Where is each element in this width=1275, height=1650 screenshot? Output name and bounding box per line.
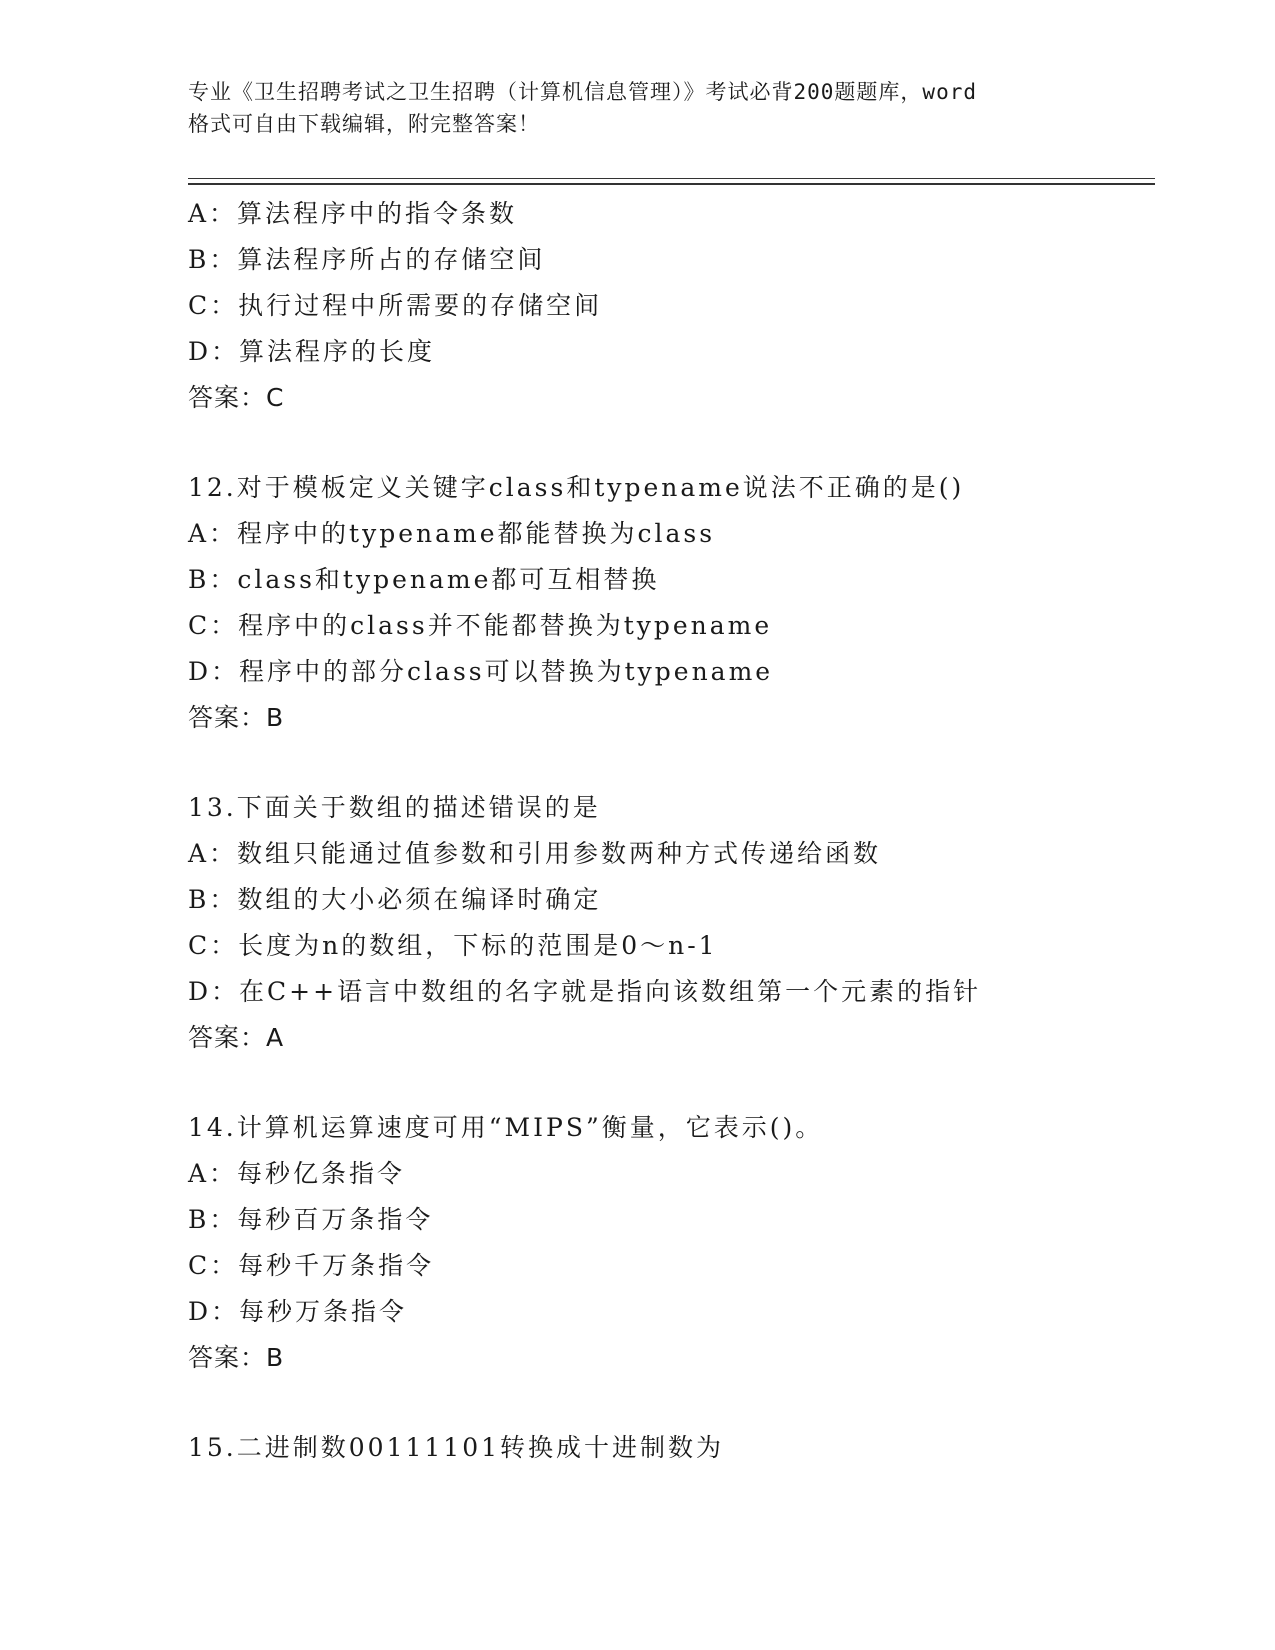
header-line-1: 专业《卫生招聘考试之卫生招聘（计算机信息管理）》考试必背200题题库，word: [188, 80, 977, 104]
option-a: A：程序中的typename都能替换为class: [188, 519, 716, 548]
question-block: [188, 785, 1168, 1061]
answer-text: 答案：A: [188, 1023, 285, 1052]
option-c: C：长度为n的数组，下标的范围是0～n-1: [188, 931, 718, 960]
question-spacer: [188, 1381, 1168, 1425]
answer-text: 答案：B: [188, 703, 285, 732]
header-divider-thin: [188, 178, 1155, 179]
header-line-2: 格式可自由下载编辑，附完整答案！: [188, 112, 540, 136]
answer-text: 答案：C: [188, 383, 285, 412]
option-a: A：每秒亿条指令: [188, 1159, 406, 1188]
question-block: [188, 191, 1168, 421]
question-spacer: [188, 1061, 1168, 1105]
question-text: 13.下面关于数组的描述错误的是: [188, 793, 601, 822]
option-d: D：每秒万条指令: [188, 1297, 408, 1326]
option-c: C：程序中的class并不能都替换为typename: [188, 611, 773, 640]
option-b: B：算法程序所占的存储空间: [188, 245, 546, 274]
question-spacer: [188, 421, 1168, 465]
question-block: [188, 1105, 1168, 1381]
option-c: C：每秒千万条指令: [188, 1251, 435, 1280]
option-d: D：在C++语言中数组的名字就是指向该数组第一个元素的指针: [188, 977, 982, 1006]
question-block: [188, 1425, 1168, 1471]
option-a: A：算法程序中的指令条数: [188, 199, 518, 228]
question-text: 14.计算机运算速度可用“MIPS”衡量，它表示()。: [188, 1113, 824, 1142]
answer-text: 答案：B: [188, 1343, 285, 1372]
option-d: D：算法程序的长度: [188, 337, 436, 366]
option-c: C：执行过程中所需要的存储空间: [188, 291, 603, 320]
question-text: 15.二进制数00111101转换成十进制数为: [188, 1433, 725, 1462]
option-a: A：数组只能通过值参数和引用参数两种方式传递给函数: [188, 839, 882, 868]
header-divider-thick: [188, 183, 1155, 185]
question-spacer: [188, 741, 1168, 785]
option-b: B：数组的大小必须在编译时确定: [188, 885, 602, 914]
document-header: [188, 76, 1088, 140]
question-text: 12.对于模板定义关键字class和typename说法不正确的是(): [188, 473, 965, 502]
question-block: [188, 465, 1168, 741]
option-b: B：class和typename都可互相替换: [188, 565, 660, 594]
option-b: B：每秒百万条指令: [188, 1205, 434, 1234]
question-list: [188, 191, 1168, 1471]
option-d: D：程序中的部分class可以替换为typename: [188, 657, 774, 686]
